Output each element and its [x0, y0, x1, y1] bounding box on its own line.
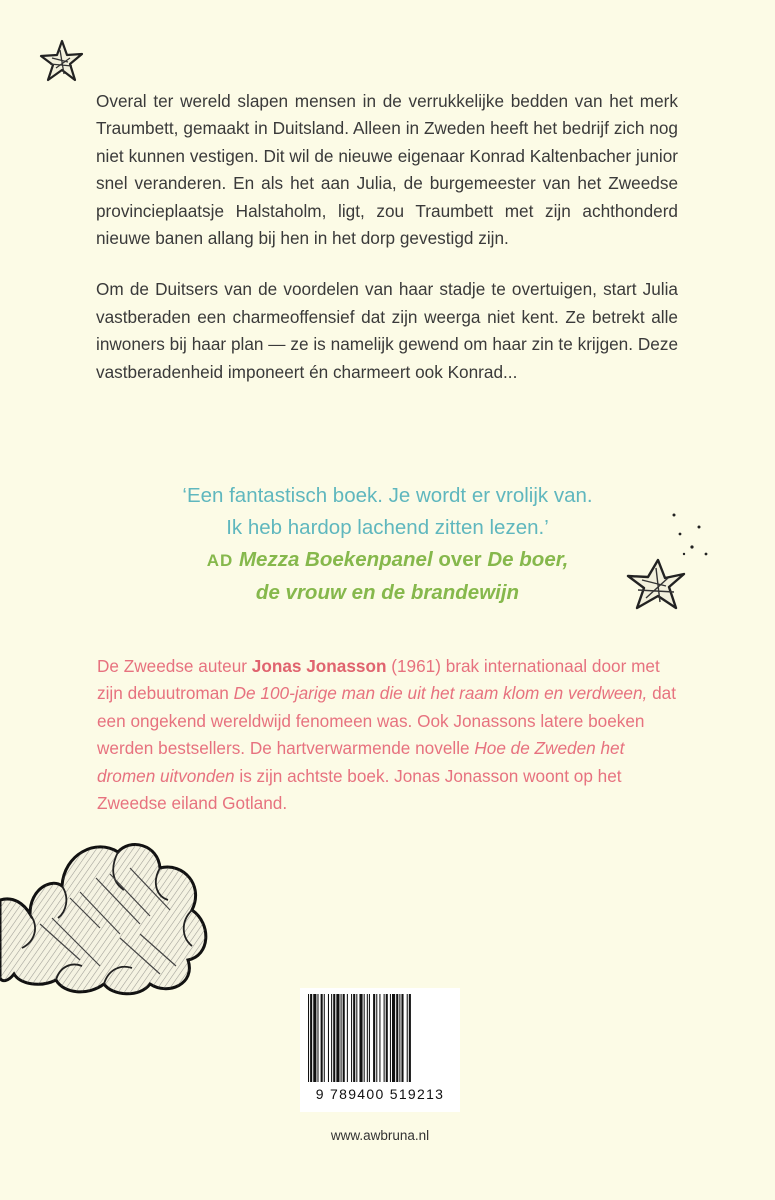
barcode-bar — [324, 994, 325, 1082]
quote-source — [90, 544, 685, 577]
bio-text: is zijn achtste boek. Jonas Jonasson woont op het Zweedse eiland Gotland. — [97, 765, 622, 814]
author-bio — [97, 653, 682, 817]
barcode-bar — [353, 994, 355, 1082]
barcode-bar — [401, 994, 403, 1082]
barcode-bar — [384, 994, 385, 1082]
debut-title: De 100-jarige man die uit het raam klom en verdween, — [233, 683, 648, 704]
barcode-bar — [379, 994, 380, 1082]
quote-source-title-1: De boer, — [487, 548, 569, 571]
barcode-bar — [373, 994, 375, 1082]
star-icon — [38, 38, 84, 84]
barcode-bar — [310, 994, 312, 1082]
barcode-bar — [364, 994, 365, 1082]
barcode-bar — [341, 994, 342, 1082]
barcode-bar — [351, 994, 352, 1082]
barcode — [300, 988, 460, 1112]
bio-text: dat een ongekend wereldwijd fenomeen was. Ook Jonassons latere boeken werden bestsellers. De hartverwarmende novelle — [97, 683, 676, 759]
barcode-bar — [369, 994, 370, 1082]
barcode-bar — [409, 994, 411, 1082]
barcode-bar — [376, 994, 377, 1082]
barcode-bar — [333, 994, 335, 1082]
barcode-bar — [317, 994, 318, 1082]
barcode-bar — [343, 994, 345, 1082]
barcode-bar — [308, 994, 309, 1082]
blurb-paragraph-1: Overal ter wereld slapen mensen in de verrukkelijke bedden van het merk Traumbett, gemaakt in Duitsland. Alleen in Zweden heeft het bedrijf zich nog niet kunnen vestigen. Dit wil de nieuwe eigenaar Konrad Kaltenbacher junior snel veranderen. En als het aan Julia, de burgemeester van het Zweedse provincieplaatsje Halstaholm, ligt, zou Traumbett met zijn achthonderd nieuwe banen allang bij hen in het dorp gevestigd zijn. — [96, 91, 678, 249]
barcode-bar — [336, 994, 339, 1082]
barcode-bar — [313, 994, 316, 1082]
quote-line-1: ‘Een fantastisch boek. Je wordt er vrolijk van. — [182, 484, 593, 507]
isbn-number: 9 789400 519213 — [315, 1086, 445, 1102]
barcode-bar — [356, 994, 357, 1082]
publisher-url: www.awbruna.nl — [330, 1128, 430, 1143]
barcode-bars — [300, 988, 460, 1088]
star-icon — [622, 508, 712, 620]
barcode-bar — [392, 994, 395, 1082]
barcode-bar — [390, 994, 391, 1082]
novella-title: Hoe de Zweden het dromen uitvonden — [97, 738, 625, 786]
review-quote — [90, 480, 685, 609]
quote-source-title-2: de vrouw en de brandewijn — [255, 581, 520, 604]
barcode-bar — [359, 994, 362, 1082]
barcode-bar — [396, 994, 398, 1082]
author-name: Jonas Jonasson — [251, 656, 387, 676]
cloud-icon — [0, 838, 212, 996]
bio-text: (1961) brak internationaal door met zijn debuutroman — [97, 656, 660, 704]
quote-source-panel: Mezza Boekenpanel — [238, 548, 433, 571]
barcode-bar — [367, 994, 368, 1082]
barcode-bar — [321, 994, 323, 1082]
barcode-bar — [407, 994, 408, 1082]
barcode-bar — [328, 994, 329, 1082]
quote-source-over: over — [438, 548, 482, 571]
barcode-bar — [386, 994, 388, 1082]
blurb-paragraph-2: Om de Duitsers van de voordelen van haar stadje te overtuigen, start Julia vastberaden een charmeoffensief dat zijn weerga niet kent. Ze betrekt alle inwoners bij haar plan — ze is namelijk gewend om haar zin te krijgen. Deze vastberadenheid imponeert én charmeert ook Konrad... — [96, 279, 678, 382]
quote-source-ad: AD — [206, 551, 234, 570]
blurb — [96, 88, 678, 386]
bio-text: De Zweedse auteur — [97, 656, 252, 676]
barcode-bar — [399, 994, 400, 1082]
barcode-bar — [331, 994, 332, 1082]
quote-line-2: Ik heb hardop lachend zitten lezen.’ — [226, 516, 549, 539]
barcode-bar — [347, 994, 348, 1082]
